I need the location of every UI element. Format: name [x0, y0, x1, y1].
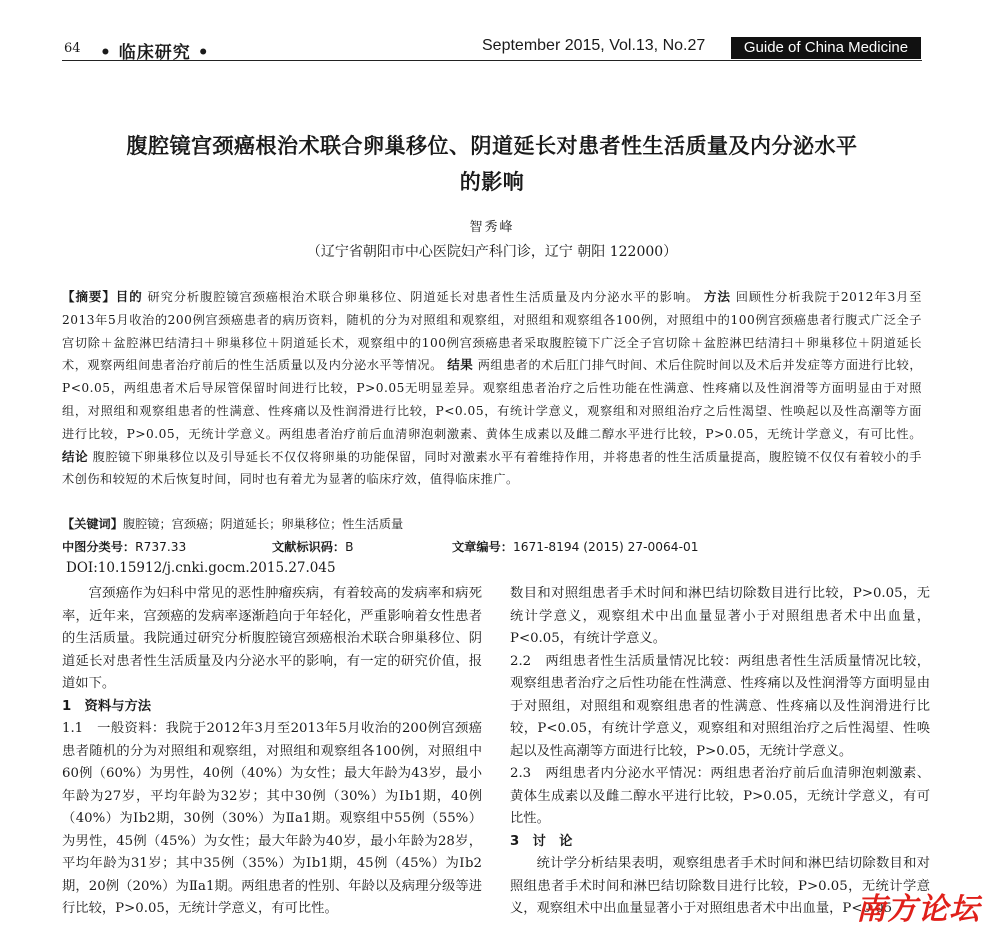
title-line-1: 腹腔镜宫颈癌根治术联合卵巢移位、阴道延长对患者性生活质量及内分泌水平 [126, 134, 858, 158]
methods-text: 回顾性分析我院于2012年3月至2013年5月收治的200例宫颈癌患者的病历资料，随机的分为对照组和观察组，对照组和观察组各100例，对照组中的100例宫颈癌患者行腹式广泛全子宫切除＋盆腔淋巴结清扫＋卵巢移位＋阴道延长术，观察组中的100例宫颈癌患者采取腹腔镜下广泛全子宫切除＋盆腔淋巴结清扫＋卵巢移位＋阴道延长术，观察两组间患者治疗前后的性生活质量以及内分泌水平等情况。 [62, 290, 922, 373]
watermark: 南方论坛 [856, 892, 980, 927]
conclusion-text: 腹腔镜下卵巢移位以及引导延长不仅仅将卵巢的功能保留，同时对激素水平有着维持作用，并将患者的性生活质量提高，腹腔镜不仅仅有着较小的手术创伤和较短的术后恢复时间，同时也有着尤为显著的临床疗效，值得临床推广。 [62, 449, 922, 487]
paragraph-1-1: 1.1 一般资料：我院于2012年3月至2013年5月收治的200例宫颈癌患者随机的分为对照组和观察组，对照组和观察组各100例，对照组中60例（60%）为男性，40例（40%）为女性；最大年龄为43岁，最小年龄为27岁，平均年龄为32岁；其中30例（30%）为Ⅰb1期，40例（40%）为Ⅰb2期，30例（30%）为Ⅱa1期。观察组中55例（55%）为男性，45例（45%）为女性；最大年龄为40岁，最小年龄为28岁，平均年龄为31岁；其中35例（35%）为Ⅰb1期，45例（45%）为Ⅰb2期，20例（20%）为Ⅱa1期。两组患者的性别、年龄以及病理分级等进行比较，P>0.05，无统计学意义，有可比性。 [62, 721, 482, 916]
paragraph-continued: 数目和对照组患者手术时间和淋巴结切除数目进行比较，P>0.05，无统计学意义，观察组术中出血量显著小于对照组患者术中出血量，P<0.05，有统计学意义。 [510, 586, 930, 646]
keywords [62, 514, 922, 534]
results-label: 结果 [447, 357, 474, 373]
right-column [510, 583, 930, 921]
title-line-2: 的影响 [459, 170, 525, 194]
keywords-label: 【关键词】 [62, 517, 123, 531]
clc-number [62, 538, 186, 555]
heading-discussion: 3 讨 论 [510, 833, 573, 849]
objective-label: 目的 [115, 289, 143, 304]
article-label: 文章编号： [452, 540, 513, 554]
section-label: • 临床研究 • [100, 43, 210, 63]
paragraph-2-2: 2.2 两组患者性生活质量情况比较：两组患者性生活质量情况比较，观察组患者治疗之后性功能在性满意、性疼痛以及性润滑等方面明显由于对照组，对照组和观察组患者的性满意、性疼痛以及性润滑进行比较，P<0.05，有统计学意义，观察组和对照组治疗之后性渴望、性唤起以及性高潮等方面进行比较，P>0.05，无统计学意义。 [510, 653, 930, 759]
author: 智秀峰 [469, 220, 515, 235]
results-text: 两组患者的术后肛门排气时间、术后住院时间以及术后并发症等方面进行比较，P<0.05，两组患者术后导尿管保留时间进行比较，P>0.05无明显差异。观察组患者治疗之后性功能在性满意、性疼痛以及性润滑等方面明显由于对照组，对照组和观察组患者的性满意、性疼痛以及性润滑进行比较，P<0.05，有统计学意义，观察组和对照组治疗之后性渴望、性唤起以及性高潮等方面进行比较，P>0.05，无统计学意义。两组患者治疗前后血清卵泡刺激素、黄体生成素以及雌二醇水平进行比较，P>0.05，无统计学意义，有可比性。 [62, 358, 923, 441]
header-rule [62, 60, 922, 61]
clc-label: 中图分类号： [62, 540, 136, 554]
keywords-text: 腹腔镜；宫颈癌；阴道延长；卵巢移位；性生活质量 [122, 517, 404, 531]
issue-info: September 2015, Vol.13, No.27 [482, 37, 706, 54]
article-title [62, 128, 922, 200]
doi: DOI:10.15912/j.cnki.gocm.2015.27.045 [66, 560, 336, 576]
affiliation: （辽宁省朝阳市中心医院妇产科门诊，辽宁 朝阳 122000） [306, 244, 678, 260]
article-value: 1671-8194 (2015) 27-0064-01 [512, 540, 699, 554]
paragraph-discussion: 统计学分析结果表明，观察组患者手术时间和淋巴结切除数目和对照组患者手术时间和淋巴结切除数目进行比较，P>0.05，无统计学意义，观察组术中出血量显著小于对照组患者术中出血量，P<0.05 [510, 856, 930, 916]
methods-label: 方法 [704, 289, 731, 304]
doc-label: 文献标识码： [272, 540, 346, 554]
clc-value: R737.33 [135, 540, 187, 554]
intro-paragraph: 宫颈癌作为妇科中常见的恶性肿瘤疾病，有着较高的发病率和病死率，近年来，宫颈癌的发病率逐渐趋向于年轻化，严重影响着女性患者的生活质量。我院通过研究分析腹腔镜宫颈癌根治术联合卵巢移位、阴道延长对患者性生活质量及内分泌水平的影响，有一定的研究价值，报道如下。 [62, 586, 482, 691]
objective-text: 研究分析腹腔镜宫颈癌根治术联合卵巢移位、阴道延长对患者性生活质量及内分泌水平的影响。 [147, 290, 700, 304]
page-number: 64 [64, 41, 81, 56]
abstract [62, 286, 922, 491]
doc-value: B [345, 540, 354, 554]
document-code [272, 538, 354, 555]
abstract-label: 【摘要】 [62, 289, 116, 304]
left-column [62, 583, 482, 921]
paragraph-2-3: 2.3 两组患者内分泌水平情况：两组患者治疗前后血清卵泡刺激素、黄体生成素以及雌二醇水平进行比较，P>0.05，无统计学意义，有可比性。 [510, 766, 930, 826]
article-number [452, 538, 698, 555]
heading-methods: 1 资料与方法 [62, 698, 152, 714]
conclusion-label: 结论 [62, 448, 89, 464]
journal-name: Guide of China Medicine [731, 37, 921, 59]
